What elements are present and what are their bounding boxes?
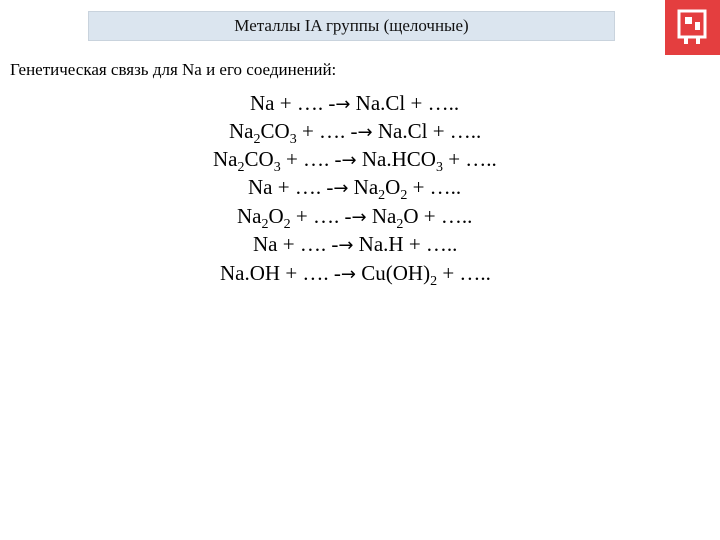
slide-title: Металлы IA группы (щелочные) <box>234 16 469 35</box>
equation-text: CO <box>260 119 290 143</box>
equation-line <box>253 231 457 259</box>
arrow-icon: → <box>340 264 356 285</box>
equation-text: + …. - <box>296 119 358 143</box>
arrow-icon: → <box>341 150 357 171</box>
equation-text: + ….. <box>407 175 462 199</box>
equation-text: Na + …. - <box>250 91 336 115</box>
subscript: 2 <box>378 188 386 203</box>
subscript: 2 <box>400 188 408 203</box>
equation-text: Na.OH + …. - <box>220 261 341 285</box>
subscript: 2 <box>237 160 245 175</box>
arrow-icon: → <box>338 235 354 256</box>
equation-text: + …. - <box>290 204 352 228</box>
equation-text: O <box>268 204 284 228</box>
subscript: 2 <box>283 217 291 232</box>
equation-text: Na <box>366 204 397 228</box>
subscript: 3 <box>435 160 443 175</box>
arrow-icon: → <box>351 207 367 228</box>
equation-line <box>213 146 497 174</box>
equation-text: O <box>385 175 401 199</box>
subtitle: Генетическая связь для Na и его соединений: <box>10 60 337 79</box>
subscript: 3 <box>289 132 297 147</box>
equation-text: Na <box>229 119 254 143</box>
subscript: 2 <box>261 217 269 232</box>
equation-line <box>248 174 461 202</box>
equation-text: CO <box>244 147 274 171</box>
equation-text: Na <box>348 175 379 199</box>
equation-line <box>229 118 481 146</box>
arrow-icon: → <box>357 122 373 143</box>
equation-text: Na.Cl + ….. <box>372 119 482 143</box>
equation-text: Na.Cl + ….. <box>350 91 460 115</box>
equation-text: O + ….. <box>403 204 473 228</box>
equation-text: + ….. <box>442 147 497 171</box>
arrow-icon: → <box>335 94 351 115</box>
equation-text: Na.H + ….. <box>353 232 458 256</box>
equation-text: Na <box>237 204 262 228</box>
equation-text: Na <box>213 147 238 171</box>
equation-text: Na + …. - <box>248 175 334 199</box>
equation-line <box>220 260 491 288</box>
subscript: 3 <box>273 160 281 175</box>
subscript: 2 <box>430 274 438 289</box>
subscript: 2 <box>253 132 261 147</box>
logo-badge <box>665 0 720 55</box>
equation-text: + …. - <box>280 147 342 171</box>
equation-text: + ….. <box>437 261 491 285</box>
equation-text: Cu(OH) <box>356 261 431 285</box>
equation-line <box>237 203 472 231</box>
equation-text: Na.HCO <box>356 147 436 171</box>
arrow-icon: → <box>333 178 349 199</box>
subscript: 2 <box>396 217 404 232</box>
chip-board-icon <box>675 8 711 46</box>
equation-line <box>250 90 459 118</box>
equation-text: Na + …. - <box>253 232 339 256</box>
slide-title-bar <box>88 11 615 41</box>
